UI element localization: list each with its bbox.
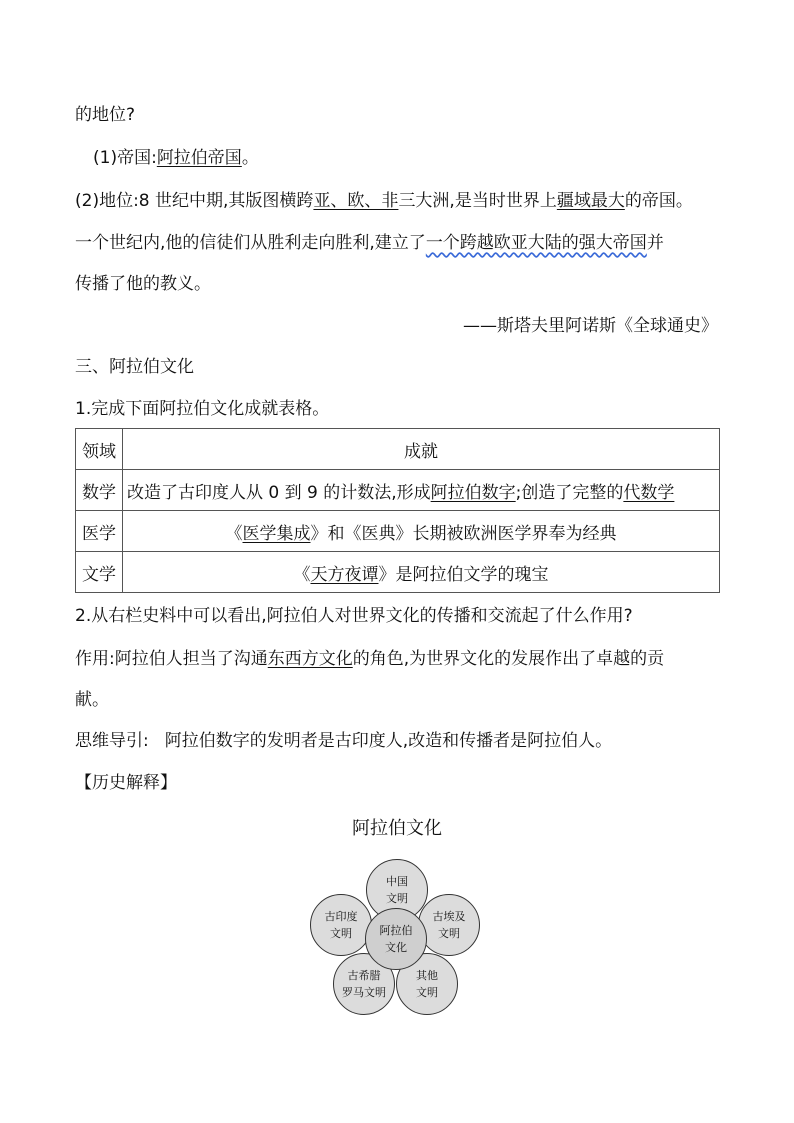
math-a: 改造了古印度人从 0 到 9 的计数法,形成 (127, 482, 431, 503)
medicine-a: 《 (225, 523, 243, 544)
bubble-india: 古印度 文明 (310, 894, 372, 956)
section-title: 三、阿拉伯文化 (75, 357, 194, 377)
diagram-title: 阿拉伯文化 (352, 818, 442, 839)
intro-line (75, 103, 135, 127)
literature-book: 天方夜谭 (310, 564, 379, 585)
task1-text: 1.完成下面阿拉伯文化成就表格。 (75, 399, 330, 419)
medicine-field: 医学 (76, 511, 123, 552)
quote-l1-a: 一个世纪内,他的信徒们从胜利走向胜利,建立了 (75, 233, 426, 253)
math-achievement (123, 470, 720, 511)
math-arabic-numerals: 阿拉伯数字 (430, 482, 516, 503)
intro-tail: 的地位? (75, 105, 136, 125)
header-achievement: 成就 (123, 429, 720, 470)
medicine-b: 》和《医典》长期被欧洲医学界奉为经典 (310, 523, 617, 544)
answer-empire-end: 。 (241, 148, 259, 168)
guide-label: 思维导引: (75, 731, 149, 751)
answer-status-mid: 三大洲,是当时世界上 (398, 191, 557, 211)
task2-b: 的角色,为世界文化的发展作出了卓越的贡 (352, 649, 665, 669)
bubble-egypt: 古埃及 文明 (418, 894, 480, 956)
guide-text: 阿拉伯数字的发明者是古印度人,改造和传播者是阿拉伯人。 (164, 731, 613, 751)
bubble-greece-rome: 古希腊 罗马文明 (333, 953, 395, 1015)
history-label: 【历史解释】 (75, 773, 177, 793)
answer-empire-label: (1)帝国: (93, 148, 157, 168)
answer-empire-value: 阿拉伯帝国 (156, 148, 242, 168)
medicine-achievement (123, 511, 720, 552)
quote-source-text: ——斯塔夫里阿诺斯《全球通史》 (463, 316, 718, 336)
answer-status-end: 的帝国。 (624, 191, 693, 211)
quote-source (463, 314, 718, 338)
literature-achievement (123, 552, 720, 593)
answer-empire (93, 146, 259, 170)
math-algebra: 代数学 (623, 482, 675, 503)
task2-a: 作用:阿拉伯人担当了沟通 (75, 649, 268, 669)
quote-line-2 (75, 272, 211, 296)
literature-b: 》是阿拉伯文学的瑰宝 (378, 564, 549, 585)
answer-status-label: (2)地位:8 世纪中期,其版图横跨 (75, 191, 314, 211)
table-row-literature (76, 552, 720, 593)
bubble-other: 其他 文明 (396, 953, 458, 1015)
medicine-book: 医学集成 (242, 523, 311, 544)
answer-status-largest: 疆域最大 (556, 191, 625, 211)
quote-l1-wavy: 一个跨越欧亚大陆的强大帝国 (425, 233, 647, 253)
answer-status-continents: 亚、欧、非 (313, 191, 399, 211)
quote-line-1 (75, 231, 664, 255)
bubble-arab-culture: 阿拉伯 文化 (365, 908, 427, 970)
quote-l1-b: 并 (646, 233, 664, 253)
math-field: 数学 (76, 470, 123, 511)
thinking-guide (75, 729, 612, 753)
table-row-math (76, 470, 720, 511)
task2-east-west: 东西方文化 (267, 649, 353, 669)
bubble-china: 中国 文明 (366, 859, 428, 921)
achievement-table (75, 428, 720, 593)
task2-answer-line-2: 献。 (75, 690, 109, 710)
table-header-row (76, 429, 720, 470)
answer-status (75, 189, 693, 213)
literature-field: 文学 (76, 552, 123, 593)
quote-l2: 传播了他的教义。 (75, 274, 211, 294)
math-b: ;创造了完整的 (515, 482, 624, 503)
task2-answer-line-1 (75, 647, 664, 671)
task2-question: 2.从右栏史料中可以看出,阿拉伯人对世界文化的传播和交流起了什么作用? (75, 606, 633, 626)
header-field: 领域 (76, 429, 123, 470)
table-row-medicine (76, 511, 720, 552)
literature-a: 《 (293, 564, 311, 585)
